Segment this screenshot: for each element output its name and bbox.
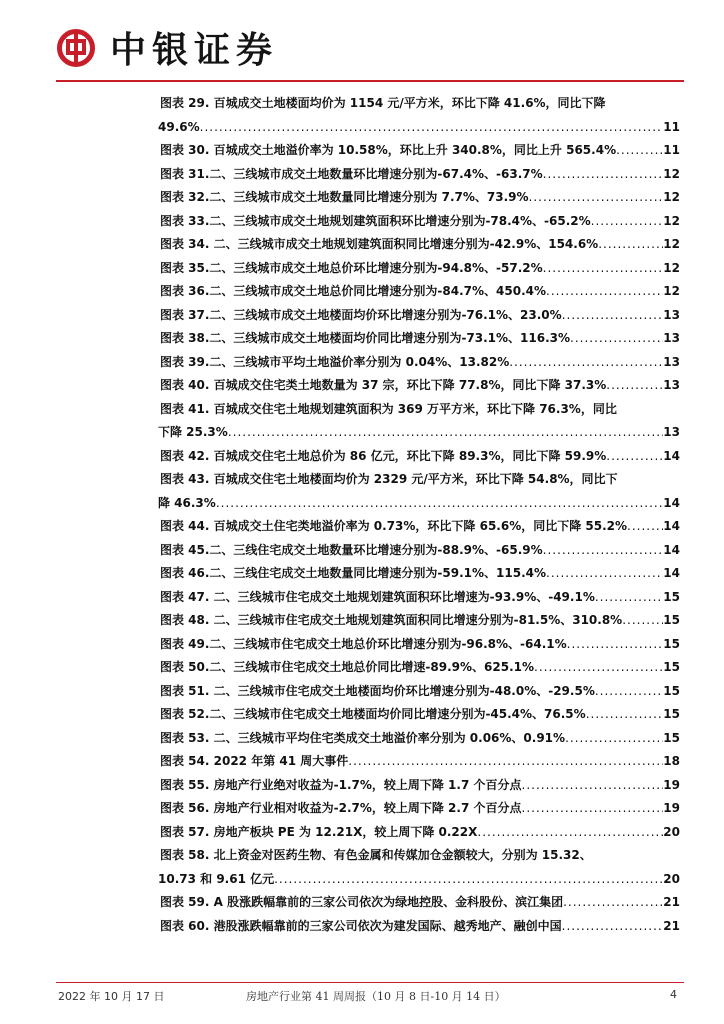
toc-leader-dots — [595, 680, 663, 704]
toc-page-number: 12 — [663, 284, 680, 298]
toc-entry[interactable] — [160, 727, 680, 751]
toc-page-number: 14 — [663, 448, 680, 463]
toc-entry-title: 图表 36.二、三线城市成交土地总价同比增速分别为-84.7%、450.4% — [160, 284, 547, 298]
toc-page-number: 15 — [663, 589, 680, 604]
toc-entry-line — [160, 374, 680, 398]
toc-entry-title: 图表 39.二、三线城市平均土地溢价率分别为 0.04%、13.82% — [160, 354, 510, 369]
toc-entry-title: 下降 25.3% — [158, 425, 228, 439]
toc-entry[interactable] — [160, 844, 680, 891]
toc-page-number: 12 — [663, 190, 680, 204]
toc-leader-dots — [543, 163, 664, 187]
toc-page-number: 11 — [663, 143, 680, 157]
footer-date: 2022 年 10 月 17 日 — [58, 990, 165, 1003]
toc-leader-dots — [534, 656, 663, 680]
toc-entry-title: 图表 43. 百城成交住宅土地楼面均价为 2329 元/平方米，环比下降 54.8%，同比下 — [160, 472, 618, 486]
toc-entry-title: 图表 51. 二、三线城市住宅成交土地楼面均价环比增速分别为-48.0%、-29.5% — [160, 683, 595, 698]
toc-page-number: 14 — [663, 566, 680, 580]
toc-leader-dots — [216, 492, 663, 516]
toc-entry-title: 图表 60. 港股涨跌幅靠前的三家公司依次为建发国际、越秀地产、融创中国 — [160, 918, 562, 933]
toc-page-number: 18 — [663, 754, 680, 768]
toc-entry[interactable] — [160, 445, 680, 469]
toc-leader-dots — [565, 727, 663, 751]
toc-entry-line — [160, 656, 680, 680]
toc-page-number: 20 — [663, 871, 680, 886]
toc-entry-line — [160, 891, 680, 915]
toc-page-number: 12 — [663, 213, 680, 228]
toc-entry-title: 图表 38.二、三线城市成交土地楼面均价同比增速分别为-73.1%、116.3% — [160, 331, 571, 345]
toc-entry[interactable] — [160, 891, 680, 915]
toc-page-number: 20 — [663, 824, 680, 839]
toc-entry-title: 图表 34. 二、三线城市成交土地规划建筑面积同比增速分别为-42.9%、154.6% — [160, 237, 599, 251]
toc-leader-dots — [622, 609, 663, 633]
toc-entry-line — [160, 351, 680, 375]
toc-entry-title: 图表 50.二、三线城市住宅成交土地总价同比增速-89.9%、625.1% — [160, 660, 535, 674]
toc-entry[interactable] — [160, 680, 680, 704]
toc-entry[interactable] — [160, 750, 680, 774]
toc-entry-line — [160, 163, 680, 187]
footer-page-number: 4 — [670, 988, 677, 1001]
toc-entry[interactable] — [160, 515, 680, 539]
toc-entry-line — [160, 539, 680, 563]
toc-entry-line — [160, 304, 680, 328]
toc-entry-title: 图表 32.二、三线城市成交土地数量同比增速分别为 7.7%、73.9% — [160, 190, 529, 204]
toc-entry-line — [160, 774, 680, 798]
toc-entry-line — [158, 421, 680, 445]
toc-entry[interactable] — [160, 797, 680, 821]
toc-entry-line — [160, 92, 680, 116]
toc-entry-line — [160, 280, 680, 304]
toc-entry-title: 图表 45.二、三线住宅成交土地数量环比增速分别为-88.9%、-65.9% — [160, 542, 543, 557]
toc-entry[interactable] — [160, 609, 680, 633]
toc-entry-title: 49.6% — [158, 119, 200, 134]
toc-entry-title: 图表 52.二、三线城市住宅成交土地楼面均价同比增速分别为-45.4%、76.5% — [160, 707, 586, 721]
toc-entry-title: 图表 46.二、三线住宅成交土地数量同比增速分别为-59.1%、115.4% — [160, 566, 547, 580]
toc-leader-dots — [591, 210, 664, 234]
toc-page-number: 19 — [663, 801, 680, 815]
toc-page-number: 12 — [663, 166, 680, 181]
toc-leader-dots — [529, 186, 664, 210]
toc-entry-line — [160, 609, 680, 633]
toc-leader-dots — [200, 116, 664, 140]
toc-entry[interactable] — [160, 280, 680, 304]
toc-entry-title: 图表 40. 百城成交住宅类土地数量为 37 宗，环比下降 77.8%，同比下降 37.3% — [160, 378, 607, 392]
toc-leader-dots — [228, 421, 663, 445]
toc-entry[interactable] — [160, 186, 680, 210]
toc-entry-line — [160, 233, 680, 257]
toc-entry[interactable] — [160, 304, 680, 328]
toc-page-number: 13 — [663, 425, 680, 439]
toc-entry-line — [160, 562, 680, 586]
toc-entry-line — [160, 257, 680, 281]
toc-leader-dots — [563, 891, 663, 915]
toc-entry[interactable] — [160, 586, 680, 610]
toc-entry-line — [160, 797, 680, 821]
toc-leader-dots — [522, 797, 664, 821]
footer-divider — [56, 982, 684, 983]
toc-entry-line — [160, 327, 680, 351]
toc-page-number: 15 — [663, 683, 680, 698]
toc-leader-dots — [606, 445, 663, 469]
bank-of-china-logo-icon — [56, 28, 96, 68]
toc-page-number: 21 — [663, 895, 680, 909]
toc-entry-title: 10.73 和 9.61 亿元 — [158, 871, 275, 886]
toc-entry-line — [160, 680, 680, 704]
toc-leader-dots — [627, 515, 663, 539]
toc-entry-line — [160, 445, 680, 469]
toc-entry-line — [160, 468, 680, 492]
toc-entry-title: 图表 29. 百城成交土地楼面均价为 1154 元/平方米，环比下降 41.6%，同比下降 — [160, 96, 606, 110]
toc-entry-title: 图表 55. 房地产行业绝对收益为-1.7%，较上周下降 1.7 个百分点 — [160, 777, 522, 792]
toc-page-number: 15 — [663, 636, 680, 651]
toc-entry-line — [160, 210, 680, 234]
toc-entry-title: 图表 33.二、三线城市成交土地规划建筑面积环比增速分别为-78.4%、-65.2% — [160, 213, 591, 228]
toc-leader-dots — [522, 774, 664, 798]
toc-entry-line — [160, 515, 680, 539]
toc-entry-title: 图表 44. 百城成交土住宅类地溢价率为 0.73%，环比下降 65.6%，同比下降 55.2% — [160, 519, 628, 533]
toc-entry-title: 图表 47. 二、三线城市住宅成交土地规划建筑面积环比增速为-93.9%、-49.1% — [160, 589, 595, 604]
toc-entry-title: 图表 54. 2022 年第 41 周大事件 — [160, 754, 349, 768]
toc-page-number: 19 — [663, 777, 680, 792]
toc-entry-title: 图表 37.二、三线城市成交土地楼面均价环比增速分别为-76.1%、23.0% — [160, 307, 562, 322]
toc-leader-dots — [562, 915, 664, 939]
toc-leader-dots — [546, 562, 663, 586]
toc-entry-title: 图表 48. 二、三线城市住宅成交土地规划建筑面积同比增速分别为-81.5%、310.8% — [160, 613, 623, 627]
toc-entry-title: 图表 41. 百城成交住宅土地规划建筑面积为 369 万平方米，环比下降 76.3%，同比 — [160, 401, 617, 416]
toc-entry[interactable] — [160, 92, 680, 139]
table-of-figures — [160, 92, 680, 938]
toc-page-number: 13 — [663, 378, 680, 392]
toc-leader-dots — [570, 327, 663, 351]
toc-entry-line — [160, 703, 680, 727]
toc-entry-line — [160, 139, 680, 163]
toc-entry[interactable] — [160, 327, 680, 351]
toc-page-number: 12 — [663, 237, 680, 251]
toc-entry-line — [160, 186, 680, 210]
toc-page-number: 15 — [663, 707, 680, 721]
toc-entry[interactable] — [160, 139, 680, 163]
toc-page-number: 11 — [663, 119, 680, 134]
toc-page-number: 12 — [663, 260, 680, 275]
toc-entry[interactable] — [160, 374, 680, 398]
toc-leader-dots — [586, 703, 664, 727]
toc-entry[interactable] — [160, 233, 680, 257]
header-divider — [56, 80, 684, 82]
toc-entry-title: 图表 31.二、三线城市成交土地数量环比增速分别为-67.4%、-63.7% — [160, 166, 543, 181]
toc-entry-line — [160, 633, 680, 657]
toc-page-number: 15 — [663, 730, 680, 745]
toc-entry[interactable] — [160, 468, 680, 515]
toc-entry[interactable] — [160, 210, 680, 234]
toc-leader-dots — [606, 374, 663, 398]
toc-page-number: 14 — [663, 495, 680, 510]
toc-entry-line — [158, 868, 680, 892]
toc-entry-title: 图表 53. 二、三线城市平均住宅类成交土地溢价率分别为 0.06%、0.91% — [160, 730, 566, 745]
toc-entry[interactable] — [160, 703, 680, 727]
toc-entry[interactable] — [160, 398, 680, 445]
toc-entry-line — [160, 586, 680, 610]
toc-leader-dots — [543, 539, 664, 563]
toc-entry[interactable] — [160, 257, 680, 281]
toc-entry[interactable] — [160, 821, 680, 845]
toc-leader-dots — [274, 868, 663, 892]
toc-entry-line — [160, 821, 680, 845]
toc-leader-dots — [562, 304, 664, 328]
toc-leader-dots — [509, 351, 663, 375]
toc-entry-title: 图表 58. 北上资金对医药生物、有色金属和传媒加仓金额较大，分别为 15.32、 — [160, 848, 592, 862]
toc-entry-line — [160, 915, 680, 939]
toc-page-number: 21 — [663, 918, 680, 933]
toc-entry[interactable] — [160, 163, 680, 187]
toc-page-number: 14 — [663, 542, 680, 557]
toc-entry-line — [158, 492, 680, 516]
toc-entry-title: 图表 56. 房地产行业相对收益为-2.7%，较上周下降 2.7 个百分点 — [160, 801, 522, 815]
toc-leader-dots — [543, 257, 664, 281]
toc-entry[interactable] — [160, 915, 680, 939]
toc-entry-title: 图表 49.二、三线城市住宅成交土地总价环比增速分别为-96.8%、-64.1% — [160, 636, 567, 651]
toc-entry-title: 图表 57. 房地产板块 PE 为 12.21X，较上周下降 0.22X — [160, 824, 478, 839]
toc-entry-line — [160, 844, 680, 868]
toc-entry-title: 降 46.3% — [158, 495, 216, 510]
toc-leader-dots — [567, 633, 664, 657]
toc-entry-title: 图表 35.二、三线城市成交土地总价环比增速分别为-94.8%、-57.2% — [160, 260, 543, 275]
toc-page-number: 15 — [663, 613, 680, 627]
toc-entry[interactable] — [160, 656, 680, 680]
toc-page-number: 14 — [663, 519, 680, 533]
toc-entry[interactable] — [160, 562, 680, 586]
toc-page-number: 13 — [663, 354, 680, 369]
toc-entry[interactable] — [160, 351, 680, 375]
toc-page-number: 13 — [663, 307, 680, 322]
toc-entry-title: 图表 42. 百城成交住宅土地总价为 86 亿元，环比下降 89.3%，同比下降 59.9% — [160, 448, 607, 463]
toc-entry-title: 图表 59. A 股涨跌幅靠前的三家公司依次为绿地控股、金科股份、滨江集团 — [160, 895, 564, 909]
toc-entry-line — [158, 116, 680, 140]
toc-leader-dots — [595, 586, 663, 610]
toc-entry-line — [160, 398, 680, 422]
toc-page-number: 13 — [663, 331, 680, 345]
page-header — [0, 0, 724, 84]
brand-name: 中银证券 — [110, 29, 279, 71]
toc-entry[interactable] — [160, 774, 680, 798]
toc-leader-dots — [546, 280, 663, 304]
footer-report-title: 房地产行业第 41 周周报（10 月 8 日-10 月 14 日） — [246, 990, 506, 1003]
toc-page-number: 15 — [663, 660, 680, 674]
toc-entry-title: 图表 30. 百城成交土地溢价率为 10.58%，环比上升 340.8%，同比上升 565.4% — [160, 143, 617, 157]
toc-leader-dots — [348, 750, 663, 774]
toc-leader-dots — [598, 233, 663, 257]
toc-leader-dots — [616, 139, 663, 163]
toc-entry-line — [160, 727, 680, 751]
toc-entry-line — [160, 750, 680, 774]
toc-entry[interactable] — [160, 539, 680, 563]
toc-leader-dots — [477, 821, 663, 845]
toc-entry[interactable] — [160, 633, 680, 657]
